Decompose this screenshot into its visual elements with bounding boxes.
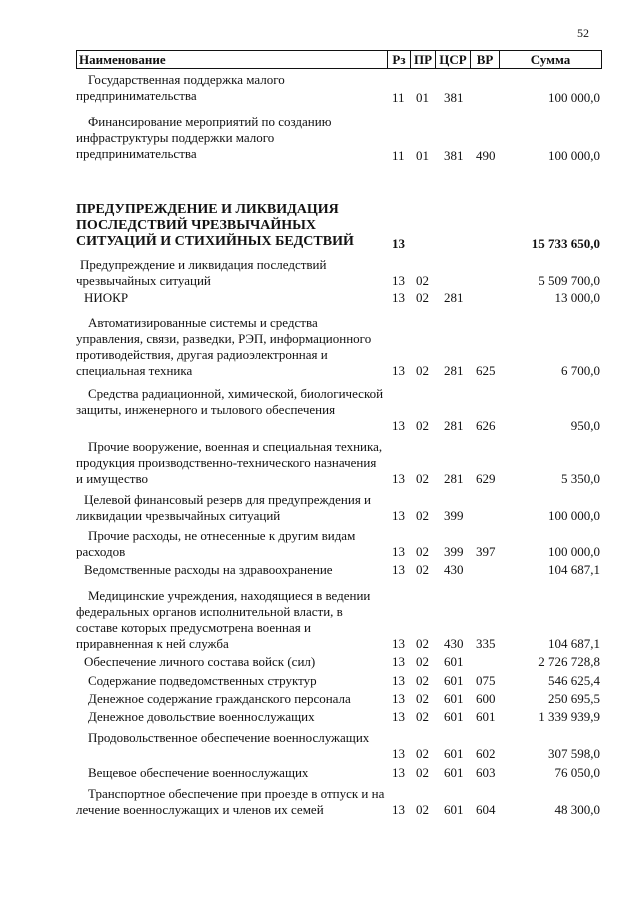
table-row: [76, 528, 600, 560]
row-pr: 02: [416, 765, 429, 780]
row-vr: 625: [476, 363, 496, 378]
table-header: [76, 50, 602, 69]
table-row: [76, 257, 600, 289]
row-sum: 104 687,1: [548, 562, 600, 577]
row-name: Медицинские учреждения, находящиеся в ведении федеральных органов исполнительной власти, в составе которых предусмотрена военная и приравненная к ней служба: [76, 588, 371, 651]
header-rz: Рз: [388, 51, 411, 68]
row-rz: 13: [392, 709, 405, 724]
row-pr: 02: [416, 418, 429, 433]
row-csr: 601: [444, 654, 464, 669]
row-pr: 02: [416, 802, 429, 817]
table-row: [76, 786, 600, 818]
row-name: Транспортное обеспечение при проезде в отпуск и на лечение военнослужащих и членов их семей: [76, 786, 385, 817]
row-pr: 01: [416, 148, 429, 163]
row-name: Государственная поддержка малого предпринимательства: [76, 72, 285, 103]
table-row: [76, 765, 600, 781]
row-name: Прочие вооружение, военная и специальная техника, продукция производственно-технического назначения и имущество: [76, 439, 383, 486]
row-pr: 02: [416, 471, 429, 486]
row-rz: 13: [392, 471, 405, 486]
row-rz: 13: [392, 654, 405, 669]
row-pr: 02: [416, 691, 429, 706]
table-row: [76, 492, 600, 524]
row-rz: 13: [392, 636, 405, 651]
row-sum: 100 000,0: [548, 148, 600, 163]
row-pr: 02: [416, 508, 429, 523]
row-rz: 13: [392, 273, 405, 288]
row-rz: 11: [392, 148, 405, 163]
row-sum: 546 625,4: [548, 673, 600, 688]
row-pr: 02: [416, 273, 429, 288]
row-name: Продовольственное обеспечение военнослужащих: [88, 730, 370, 745]
table-row: [76, 386, 600, 434]
row-sum: 15 733 650,0: [531, 236, 600, 251]
row-csr: 281: [444, 418, 464, 433]
header-vr: ВР: [471, 51, 500, 68]
row-rz: 13: [392, 691, 405, 706]
row-rz: 11: [392, 90, 405, 105]
table-row: [76, 439, 600, 487]
row-csr: 281: [444, 290, 464, 305]
table-row: [76, 562, 600, 578]
row-vr: 397: [476, 544, 496, 559]
row-csr: 399: [444, 544, 464, 559]
row-vr: 602: [476, 746, 496, 761]
header-csr: ЦСР: [436, 51, 471, 68]
row-sum: 307 598,0: [548, 746, 600, 761]
row-name: Автоматизированные системы и средства управления, связи, разведки, РЭП, информационного противодействия, другая радиоэлектронная и специальная техника: [76, 315, 372, 378]
row-sum: 100 000,0: [548, 90, 600, 105]
row-vr: 490: [476, 148, 496, 163]
row-csr: 381: [444, 90, 464, 105]
row-vr: 601: [476, 709, 496, 724]
row-vr: 075: [476, 673, 496, 688]
row-rz: 13: [392, 765, 405, 780]
row-csr: 381: [444, 148, 464, 163]
row-pr: 02: [416, 746, 429, 761]
row-vr: 600: [476, 691, 496, 706]
row-rz: 13: [392, 418, 405, 433]
row-vr: 626: [476, 418, 496, 433]
row-pr: 02: [416, 654, 429, 669]
row-name: Содержание подведомственных структур: [88, 673, 317, 688]
row-csr: 601: [444, 746, 464, 761]
header-pr: ПР: [411, 51, 436, 68]
row-csr: 601: [444, 709, 464, 724]
row-name: Прочие расходы, не отнесенные к другим видам расходов: [76, 528, 356, 559]
row-name: Предупреждение и ликвидация последствий чрезвычайных ситуаций: [76, 257, 327, 288]
row-pr: 02: [416, 636, 429, 651]
table-row: [76, 730, 600, 762]
row-sum: 100 000,0: [548, 544, 600, 559]
row-name: Денежное содержание гражданского персонала: [88, 691, 351, 706]
row-sum: 250 695,5: [548, 691, 600, 706]
row-sum: 104 687,1: [548, 636, 600, 651]
row-vr: 603: [476, 765, 496, 780]
row-pr: 01: [416, 90, 429, 105]
row-rz: 13: [392, 290, 405, 305]
row-rz: 13: [392, 802, 405, 817]
header-sum: Сумма: [530, 52, 571, 67]
row-csr: 281: [444, 363, 464, 378]
row-vr: 629: [476, 471, 496, 486]
table-row: [76, 673, 600, 689]
row-sum: 5 350,0: [561, 471, 600, 486]
row-sum: 48 300,0: [554, 802, 600, 817]
row-csr: 601: [444, 765, 464, 780]
row-csr: 601: [444, 673, 464, 688]
row-name: Целевой финансовый резерв для предупреждения и ликвидации чрезвычайных ситуаций: [76, 492, 372, 523]
table-row: [76, 709, 600, 725]
table-row: [76, 588, 600, 652]
row-rz: 13: [392, 236, 405, 251]
table-row: [76, 72, 600, 106]
row-name: Обеспечение личного состава войск (сил): [84, 654, 316, 669]
row-vr: 604: [476, 802, 496, 817]
row-sum: 13 000,0: [554, 290, 600, 305]
row-name: Средства радиационной, химической, биологической защиты, инженерного и тылового обеспечения: [76, 386, 384, 417]
row-rz: 13: [392, 508, 405, 523]
row-sum: 1 339 939,9: [538, 709, 600, 724]
row-rz: 13: [392, 673, 405, 688]
row-rz: 13: [392, 562, 405, 577]
table-row: [76, 290, 600, 306]
row-sum: 100 000,0: [548, 508, 600, 523]
header-name: Наименование: [77, 51, 388, 68]
row-sum: 6 700,0: [561, 363, 600, 378]
section-row: [76, 202, 600, 252]
row-csr: 601: [444, 691, 464, 706]
row-pr: 02: [416, 290, 429, 305]
row-name: Денежное довольствие военнослужащих: [88, 709, 315, 724]
row-csr: 399: [444, 508, 464, 523]
row-name: НИОКР: [84, 290, 129, 305]
row-name: Вещевое обеспечение военнослужащих: [88, 765, 309, 780]
row-pr: 02: [416, 709, 429, 724]
row-csr: 601: [444, 802, 464, 817]
row-pr: 02: [416, 673, 429, 688]
page-number: 52: [577, 26, 589, 40]
row-csr: 430: [444, 562, 464, 577]
row-sum: 2 726 728,8: [538, 654, 600, 669]
row-name: Ведомственные расходы на здравоохранение: [84, 562, 333, 577]
section-title: ПРЕДУПРЕЖДЕНИЕ И ЛИКВИДАЦИЯ ПОСЛЕДСТВИЙ ЧРЕЗВЫЧАЙНЫХ СИТУАЦИЙ И СТИХИЙНЫХ БЕДСТВИЙ: [76, 202, 354, 249]
row-sum: 950,0: [570, 418, 600, 433]
table-row: [76, 654, 600, 670]
row-pr: 02: [416, 363, 429, 378]
row-vr: 335: [476, 636, 496, 651]
table-row: [76, 691, 600, 707]
row-name: Финансирование мероприятий по созданию инфраструктуры поддержки малого предпринимательства: [76, 114, 332, 161]
row-csr: 281: [444, 471, 464, 486]
row-pr: 02: [416, 562, 429, 577]
row-sum: 5 509 700,0: [538, 273, 600, 288]
table-row: [76, 114, 600, 164]
row-csr: 430: [444, 636, 464, 651]
row-rz: 13: [392, 544, 405, 559]
row-pr: 02: [416, 544, 429, 559]
row-rz: 13: [392, 746, 405, 761]
table-row: [76, 315, 600, 379]
row-rz: 13: [392, 363, 405, 378]
row-sum: 76 050,0: [554, 765, 600, 780]
